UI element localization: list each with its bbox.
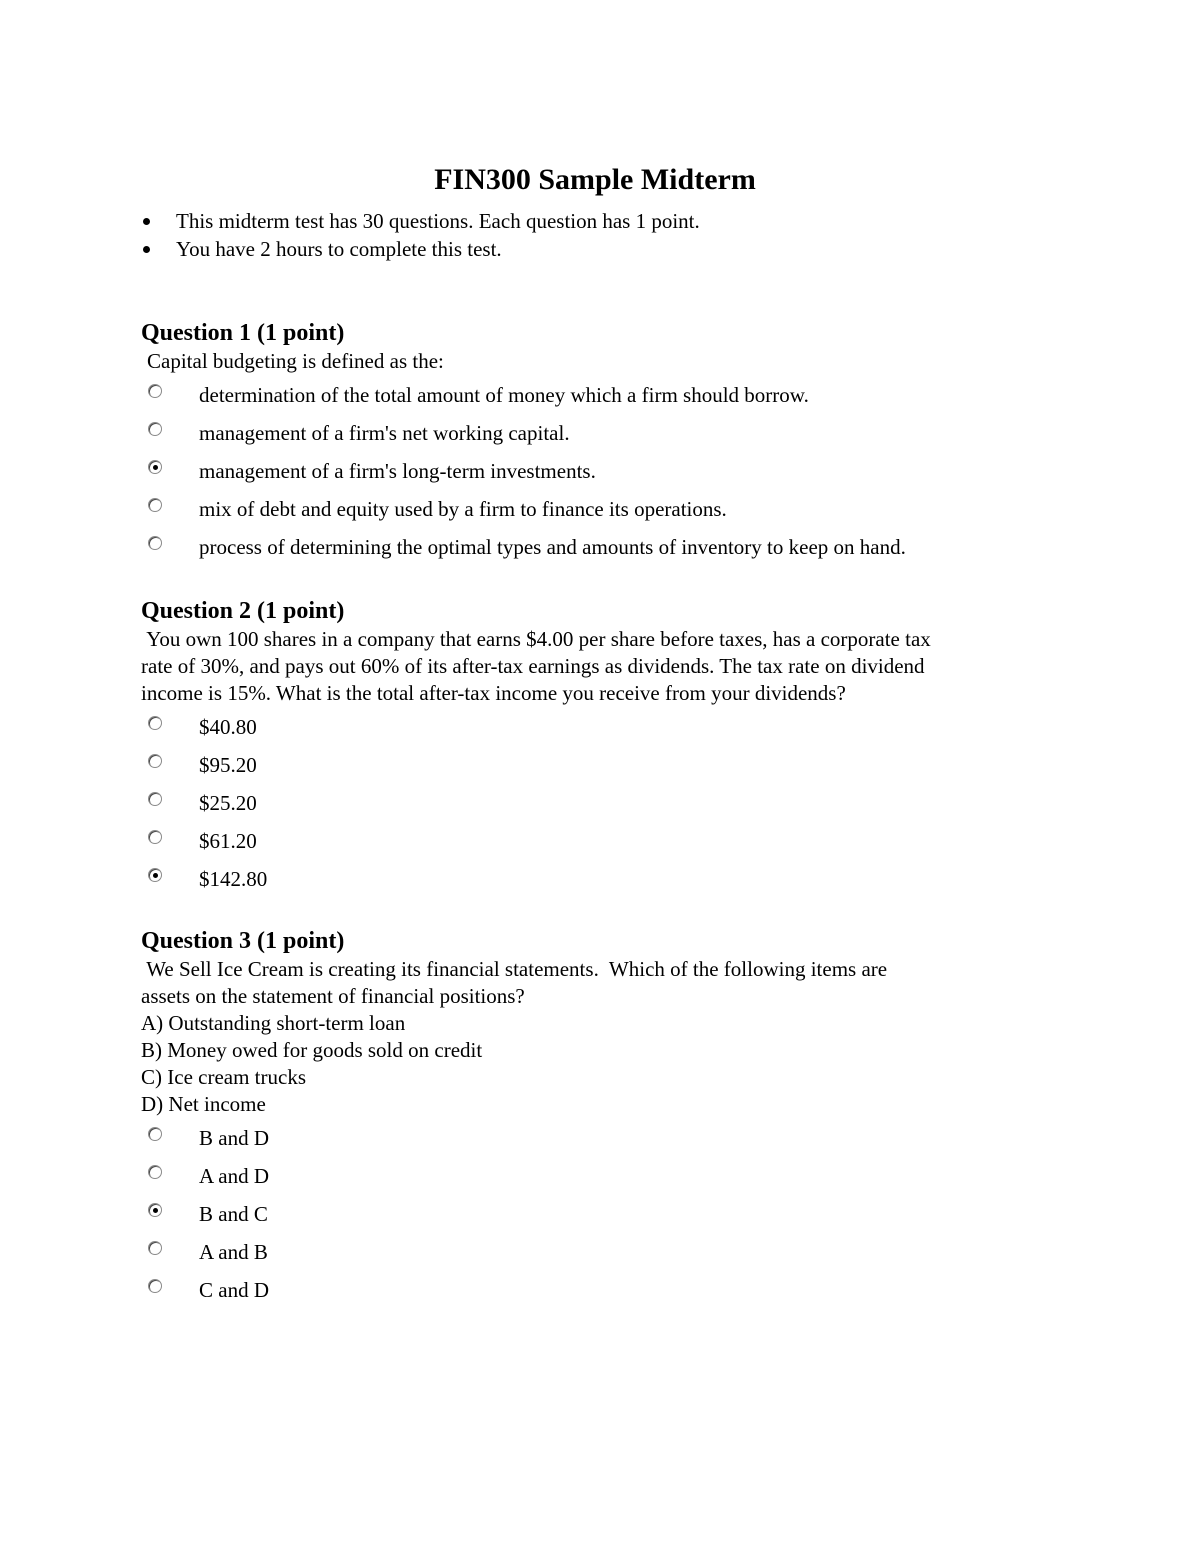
radio-button-selected-icon[interactable] <box>148 868 162 882</box>
answer-option[interactable] <box>141 528 1071 566</box>
option-label: management of a firm's net working capital. <box>199 421 570 445</box>
radio-button-icon[interactable] <box>148 1165 162 1179</box>
answer-option[interactable] <box>141 746 1071 784</box>
answer-option[interactable] <box>141 784 1071 822</box>
option-label: A and B <box>199 1240 268 1264</box>
option-label: $25.20 <box>199 791 257 815</box>
radio-button-icon[interactable] <box>148 384 162 398</box>
option-label: determination of the total amount of money which a firm should borrow. <box>199 383 809 407</box>
question-prompt: Capital budgeting is defined as the: <box>147 349 444 373</box>
question-header <box>141 596 1071 626</box>
answer-option[interactable] <box>141 822 1071 860</box>
question-prompt-line: We Sell Ice Cream is creating its financial statements. Which of the following items are <box>141 957 888 981</box>
question-points: (1 point) <box>257 320 345 346</box>
statement-item: B) Money owed for goods sold on credit <box>141 1038 483 1062</box>
answer-option[interactable] <box>141 860 1071 898</box>
option-label: mix of debt and equity used by a firm to finance its operations. <box>199 497 727 521</box>
answer-option[interactable] <box>141 1157 1071 1195</box>
option-label: management of a firm's long-term investments. <box>199 459 596 483</box>
answer-option[interactable] <box>141 376 1071 414</box>
answer-option[interactable] <box>141 490 1071 528</box>
instruction-item <box>140 235 700 263</box>
radio-button-icon[interactable] <box>148 1279 162 1293</box>
option-label: $95.20 <box>199 753 257 777</box>
answer-option[interactable] <box>141 414 1071 452</box>
question-3 <box>141 926 1071 1309</box>
question-header <box>141 926 1071 956</box>
question-points: (1 point) <box>257 598 345 624</box>
option-label: $61.20 <box>199 829 257 853</box>
instruction-text: This midterm test has 30 questions. Each question has 1 point. <box>176 209 700 233</box>
instructions-list <box>140 207 700 263</box>
instruction-item <box>140 207 700 235</box>
question-prompt-line: rate of 30%, and pays out 60% of its after-tax earnings as dividends. The tax rate on dividend <box>141 654 925 678</box>
answer-options <box>141 376 1071 566</box>
question-2 <box>141 596 1071 898</box>
radio-button-icon[interactable] <box>148 1241 162 1255</box>
question-prompt-line: income is 15%. What is the total after-tax income you receive from your dividends? <box>141 681 846 705</box>
option-label: process of determining the optimal types and amounts of inventory to keep on hand. <box>199 535 906 559</box>
option-label: B and D <box>199 1126 269 1150</box>
answer-option[interactable] <box>141 708 1071 746</box>
statement-item: A) Outstanding short-term loan <box>141 1011 406 1035</box>
question-1 <box>141 318 1071 566</box>
answer-option[interactable] <box>141 452 1071 490</box>
statement-item: C) Ice cream trucks <box>141 1065 306 1089</box>
question-prompt-line: You own 100 shares in a company that earns $4.00 per share before taxes, has a corporate tax <box>141 627 931 651</box>
question-prompt-line: assets on the statement of financial positions? <box>141 984 525 1008</box>
answer-option[interactable] <box>141 1195 1071 1233</box>
option-label: $40.80 <box>199 715 257 739</box>
question-label: Question 2 <box>141 598 252 624</box>
radio-button-icon[interactable] <box>148 1127 162 1141</box>
option-label: A and D <box>199 1164 269 1188</box>
statement-item: D) Net income <box>141 1092 266 1116</box>
answer-option[interactable] <box>141 1119 1071 1157</box>
answer-option[interactable] <box>141 1233 1071 1271</box>
radio-button-selected-icon[interactable] <box>148 460 162 474</box>
radio-button-icon[interactable] <box>148 754 162 768</box>
question-header <box>141 318 1071 348</box>
answer-option[interactable] <box>141 1271 1071 1309</box>
radio-button-icon[interactable] <box>148 716 162 730</box>
instruction-text: You have 2 hours to complete this test. <box>176 237 502 261</box>
bullet-icon <box>143 218 150 225</box>
question-label: Question 1 <box>141 320 252 346</box>
radio-button-icon[interactable] <box>148 498 162 512</box>
option-label: C and D <box>199 1278 269 1302</box>
radio-button-icon[interactable] <box>148 422 162 436</box>
page-title: FIN300 Sample Midterm <box>434 163 756 197</box>
bullet-icon <box>143 246 150 253</box>
radio-button-icon[interactable] <box>148 536 162 550</box>
option-label: B and C <box>199 1202 268 1226</box>
radio-button-icon[interactable] <box>148 792 162 806</box>
question-label: Question 3 <box>141 928 252 954</box>
answer-options <box>141 1119 1071 1309</box>
option-label: $142.80 <box>199 867 268 891</box>
answer-options <box>141 708 1071 898</box>
radio-button-icon[interactable] <box>148 830 162 844</box>
radio-button-selected-icon[interactable] <box>148 1203 162 1217</box>
question-points: (1 point) <box>257 928 345 954</box>
